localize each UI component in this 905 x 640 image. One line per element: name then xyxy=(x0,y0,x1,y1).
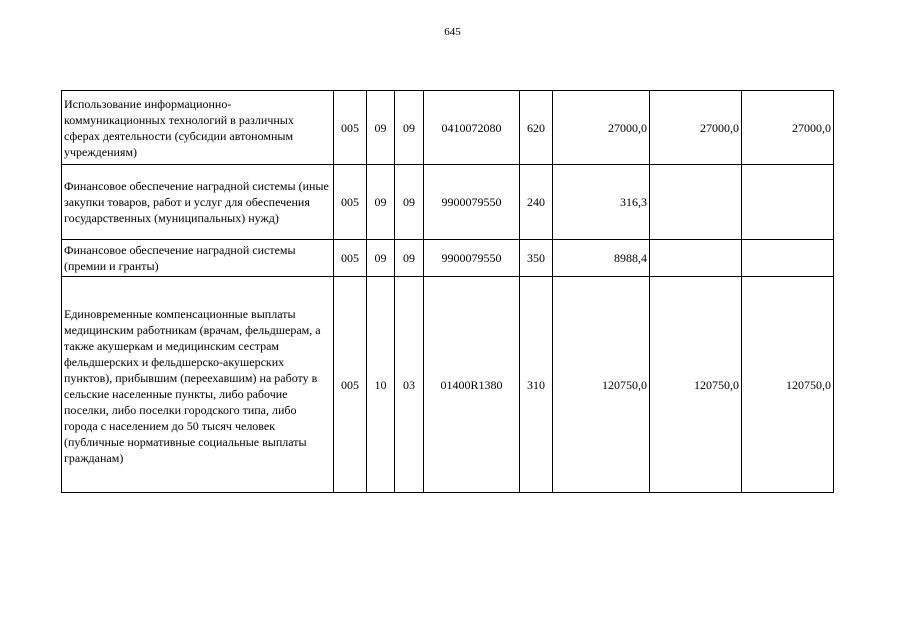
target-article-code: 01400R1380 xyxy=(424,277,520,493)
expense-type-code: 240 xyxy=(520,165,553,240)
target-article-code: 0410072080 xyxy=(424,91,520,165)
amount-year-1: 120750,0 xyxy=(553,277,650,493)
table-row xyxy=(62,277,834,493)
ministry-code: 005 xyxy=(334,165,367,240)
section-code: 09 xyxy=(367,91,395,165)
subsection-code: 03 xyxy=(395,277,424,493)
amount-year-3 xyxy=(742,165,834,240)
subsection-code: 09 xyxy=(395,240,424,277)
target-article-code: 9900079550 xyxy=(424,165,520,240)
amount-year-3: 120750,0 xyxy=(742,277,834,493)
table-row xyxy=(62,91,834,165)
expense-type-code: 310 xyxy=(520,277,553,493)
subsection-code: 09 xyxy=(395,91,424,165)
amount-year-3: 27000,0 xyxy=(742,91,834,165)
page-number: 645 xyxy=(444,26,461,38)
section-code: 09 xyxy=(367,165,395,240)
ministry-code: 005 xyxy=(334,91,367,165)
table-row xyxy=(62,165,834,240)
row-description: Финансовое обеспечение наградной системы (иные закупки товаров, работ и услуг для обеспечения государственных (муниципальных) нужд) xyxy=(62,165,334,240)
amount-year-2 xyxy=(650,240,742,277)
expense-type-code: 620 xyxy=(520,91,553,165)
budget-table xyxy=(61,90,834,493)
amount-year-1: 8988,4 xyxy=(553,240,650,277)
amount-year-3 xyxy=(742,240,834,277)
section-code: 10 xyxy=(367,277,395,493)
subsection-code: 09 xyxy=(395,165,424,240)
section-code: 09 xyxy=(367,240,395,277)
row-description: Единовременные компенсационные выплаты медицинским работникам (врачам, фельдшерам, а также акушеркам и медицинским сестрам фельдшерских и фельдшерско-акушерских пунктов), прибывшим (переехавшим) на работу в сельские населенные пункты, либо рабочие поселки, либо поселки городского типа, либо города с населением до 50 тысяч человек (публичные нормативные социальные выплаты гражданам) xyxy=(62,277,334,493)
row-description: Использование информационно-коммуникационных технологий в различных сферах деятельности (субсидии автономным учреждениям) xyxy=(62,91,334,165)
target-article-code: 9900079550 xyxy=(424,240,520,277)
ministry-code: 005 xyxy=(334,277,367,493)
ministry-code: 005 xyxy=(334,240,367,277)
amount-year-1: 316,3 xyxy=(553,165,650,240)
expense-type-code: 350 xyxy=(520,240,553,277)
table-row xyxy=(62,240,834,277)
amount-year-1: 27000,0 xyxy=(553,91,650,165)
row-description: Финансовое обеспечение наградной системы (премии и гранты) xyxy=(62,240,334,277)
amount-year-2 xyxy=(650,165,742,240)
amount-year-2: 120750,0 xyxy=(650,277,742,493)
amount-year-2: 27000,0 xyxy=(650,91,742,165)
